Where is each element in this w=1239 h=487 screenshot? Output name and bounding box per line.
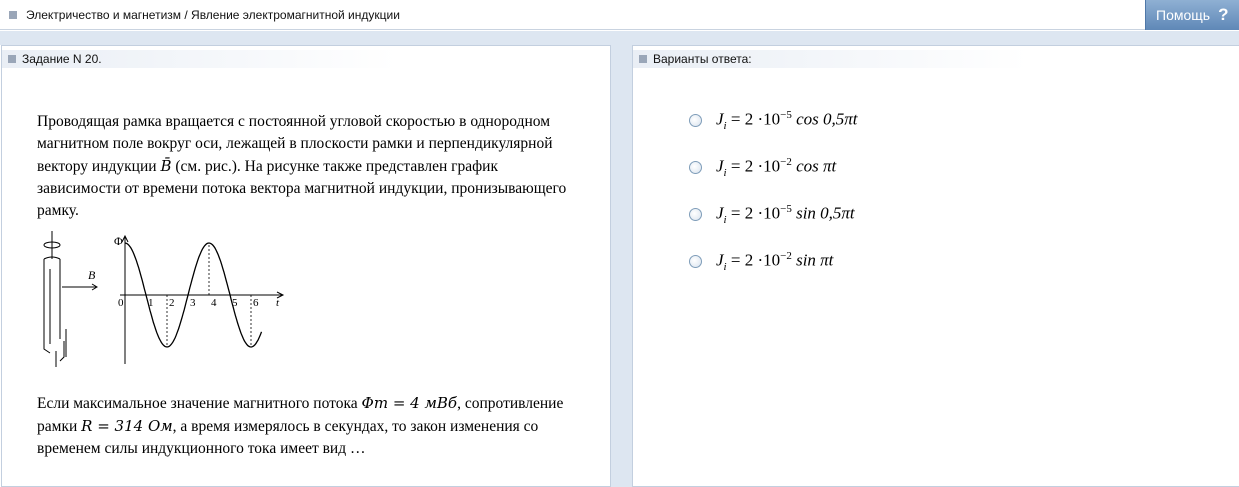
radio-button[interactable] [689,161,702,174]
radio-button[interactable] [689,208,702,221]
top-bar [0,0,1239,30]
answer-option-3[interactable] [689,203,855,226]
question-icon: ? [1218,5,1229,24]
flux-axis-label: Φ [114,234,123,248]
answer-formula: $J_i = 2 \cdot 10^{-2}$ sin πt [716,250,834,274]
tick-label-3: 3 [190,297,196,309]
tick-label-2: 2 [169,297,175,309]
answer-formula: $J_i = 2 \cdot 10^{-5}$ cos 0,5πt [716,109,858,133]
answer-option-2[interactable] [689,156,836,179]
task-bullet-icon [8,55,16,63]
tick-label-4: 4 [211,297,217,309]
task-text-part2: (см. рис.). На рисунке также представлен график зависимости от времени потока вектора магнитной индукции, пронизывающего рамку. [37,158,567,219]
task-text-intro [37,111,577,222]
help-button[interactable] [1145,0,1239,30]
panel-gutter [611,45,632,487]
tick-label-6: 6 [253,297,259,309]
rotating-frame-icon [44,231,66,367]
tick-labels [118,297,259,309]
phi-m-value: Φm = 4 мВб [361,394,458,412]
radio-button[interactable] [689,255,702,268]
field-vector-arrow [62,284,97,290]
field-vector-label: B⃗ [88,268,105,282]
header-divider [0,31,1239,45]
answer-formula: $J_i = 2 \cdot 10^{-5}$ sin 0,5πt [716,203,855,227]
tick-label-1: 1 [148,297,154,309]
breadcrumb-bullet-icon [9,11,17,19]
task-panel [1,45,611,487]
task-text-part5: , а время измерялось в секундах, то закон изменения со временем силы индукционного тока имеет вид … [37,418,539,457]
figure-frame-and-flux-graph [30,229,290,369]
answer-option-1[interactable] [689,109,857,132]
task-text-question [37,392,582,460]
task-title: Задание N 20. [22,52,102,66]
radio-button[interactable] [689,114,702,127]
answer-option-4[interactable] [689,250,833,273]
answers-panel [632,45,1239,487]
time-axis-label: t [276,297,280,309]
tick-label-5: 5 [232,297,238,309]
graph-axes [120,236,283,364]
task-text-part1: Проводящая рамка вращается с постоянной угловой скоростью в однородном магнитном поле вокруг оси, лежащей в плоскости рамки и перпендикулярной вектору индукции [37,113,553,175]
resistance-value: R = 314 Ом [81,417,173,435]
tick-label-0: 0 [118,297,124,309]
answers-bullet-icon [639,55,647,63]
task-text-part3: Если максимальное значение магнитного потока [37,395,358,412]
answers-header [633,50,1028,68]
task-text-part4: , сопротивление рамки [37,395,564,435]
help-label: Помощь [1156,7,1211,23]
task-header [2,50,397,68]
answers-title: Варианты ответа: [653,52,752,66]
vector-b-symbol: B̄ [160,157,172,175]
breadcrumb: Электричество и магнетизм / Явление электромагнитной индукции [26,8,400,22]
answer-formula: $J_i = 2 \cdot 10^{-2}$ cos πt [716,156,837,180]
